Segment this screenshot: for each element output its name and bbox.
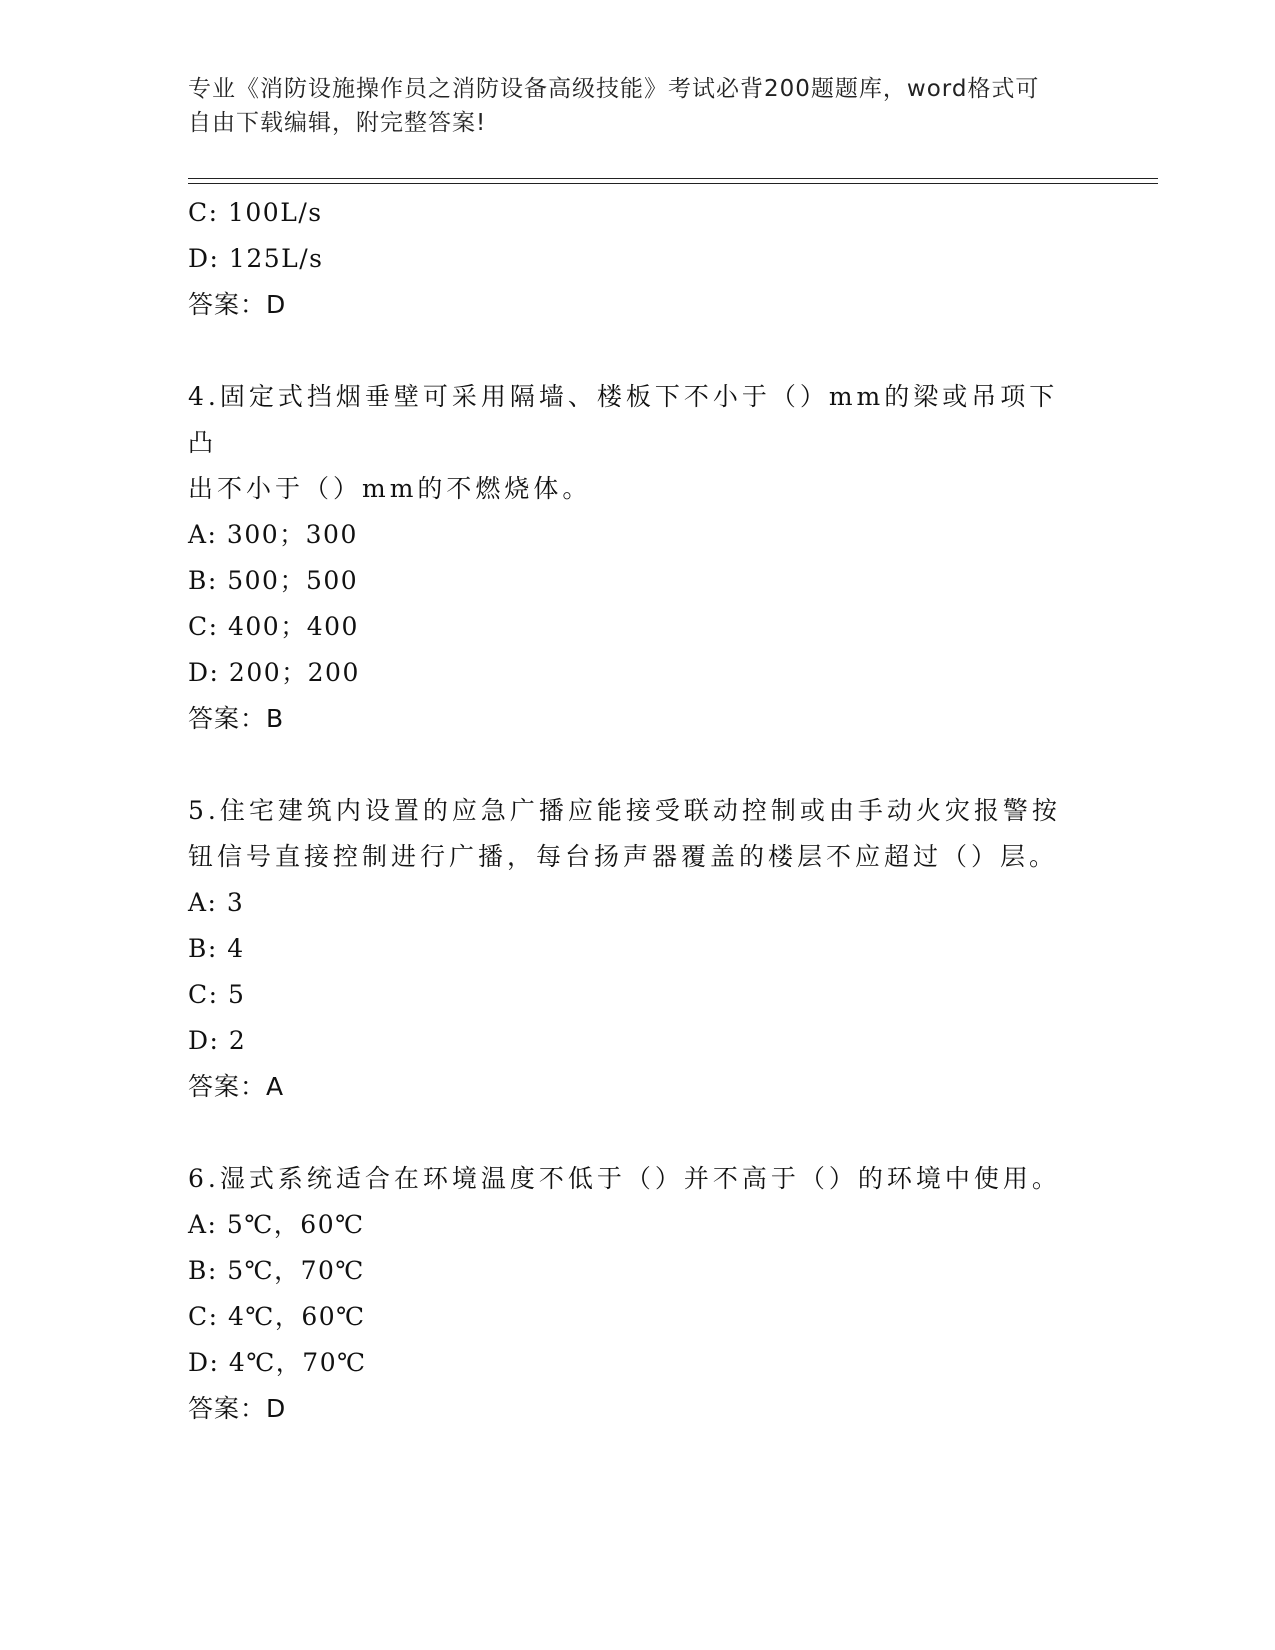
option-c: C: 4℃，60℃ [188,1302,366,1331]
question-text [188,788,1068,880]
document-header [188,72,1068,140]
option-b: B: 4 [188,934,245,963]
question-text-line-1: 5.住宅建筑内设置的应急广播应能接受联动控制或由手动火灾报警按 [188,796,1061,825]
question-4 [188,374,1088,742]
option-d: D: 125L/s [188,244,324,273]
option-d: D: 2 [188,1026,247,1055]
header-divider-bottom [188,183,1158,184]
option-a: A: 5℃，60℃ [188,1210,365,1239]
header-title-line-2: 自由下载编辑，附完整答案! [188,110,487,136]
question-text-line-2: 钮信号直接控制进行广播，每台扬声器覆盖的楼层不应超过（）层。 [188,842,1059,871]
option-b: B: 500；500 [188,566,359,595]
question-text [188,1156,1068,1202]
question-5 [188,788,1088,1110]
question-text-line-2: 出不小于（）mm的不燃烧体。 [188,474,592,503]
answer-line: 答案：D [188,1394,287,1423]
option-c: C: 5 [188,980,246,1009]
question-text-line-1: 4.固定式挡烟垂壁可采用隔墙、楼板下不小于（）mm的梁或吊项下凸 [188,382,1059,457]
option-d: D: 200；200 [188,658,360,687]
question-text [188,374,1068,512]
header-title-line-1: 专业《消防设施操作员之消防设备高级技能》考试必背200题题库，word格式可 [188,76,1040,102]
question-text-line-1: 6.湿式系统适合在环境温度不低于（）并不高于（）的环境中使用。 [188,1164,1061,1193]
answer-line: 答案：B [188,704,285,733]
option-c: C: 100L/s [188,198,323,227]
option-a: A: 3 [188,888,245,917]
continued-question [188,190,1088,328]
option-a: A: 300；300 [188,520,358,549]
question-list [188,190,1088,1432]
question-6 [188,1156,1088,1432]
option-c: C: 400；400 [188,612,359,641]
option-d: D: 4℃，70℃ [188,1348,367,1377]
answer-line: 答案：D [188,290,287,319]
header-divider-top [188,178,1158,179]
answer-line: 答案：A [188,1072,285,1101]
option-b: B: 5℃，70℃ [188,1256,365,1285]
